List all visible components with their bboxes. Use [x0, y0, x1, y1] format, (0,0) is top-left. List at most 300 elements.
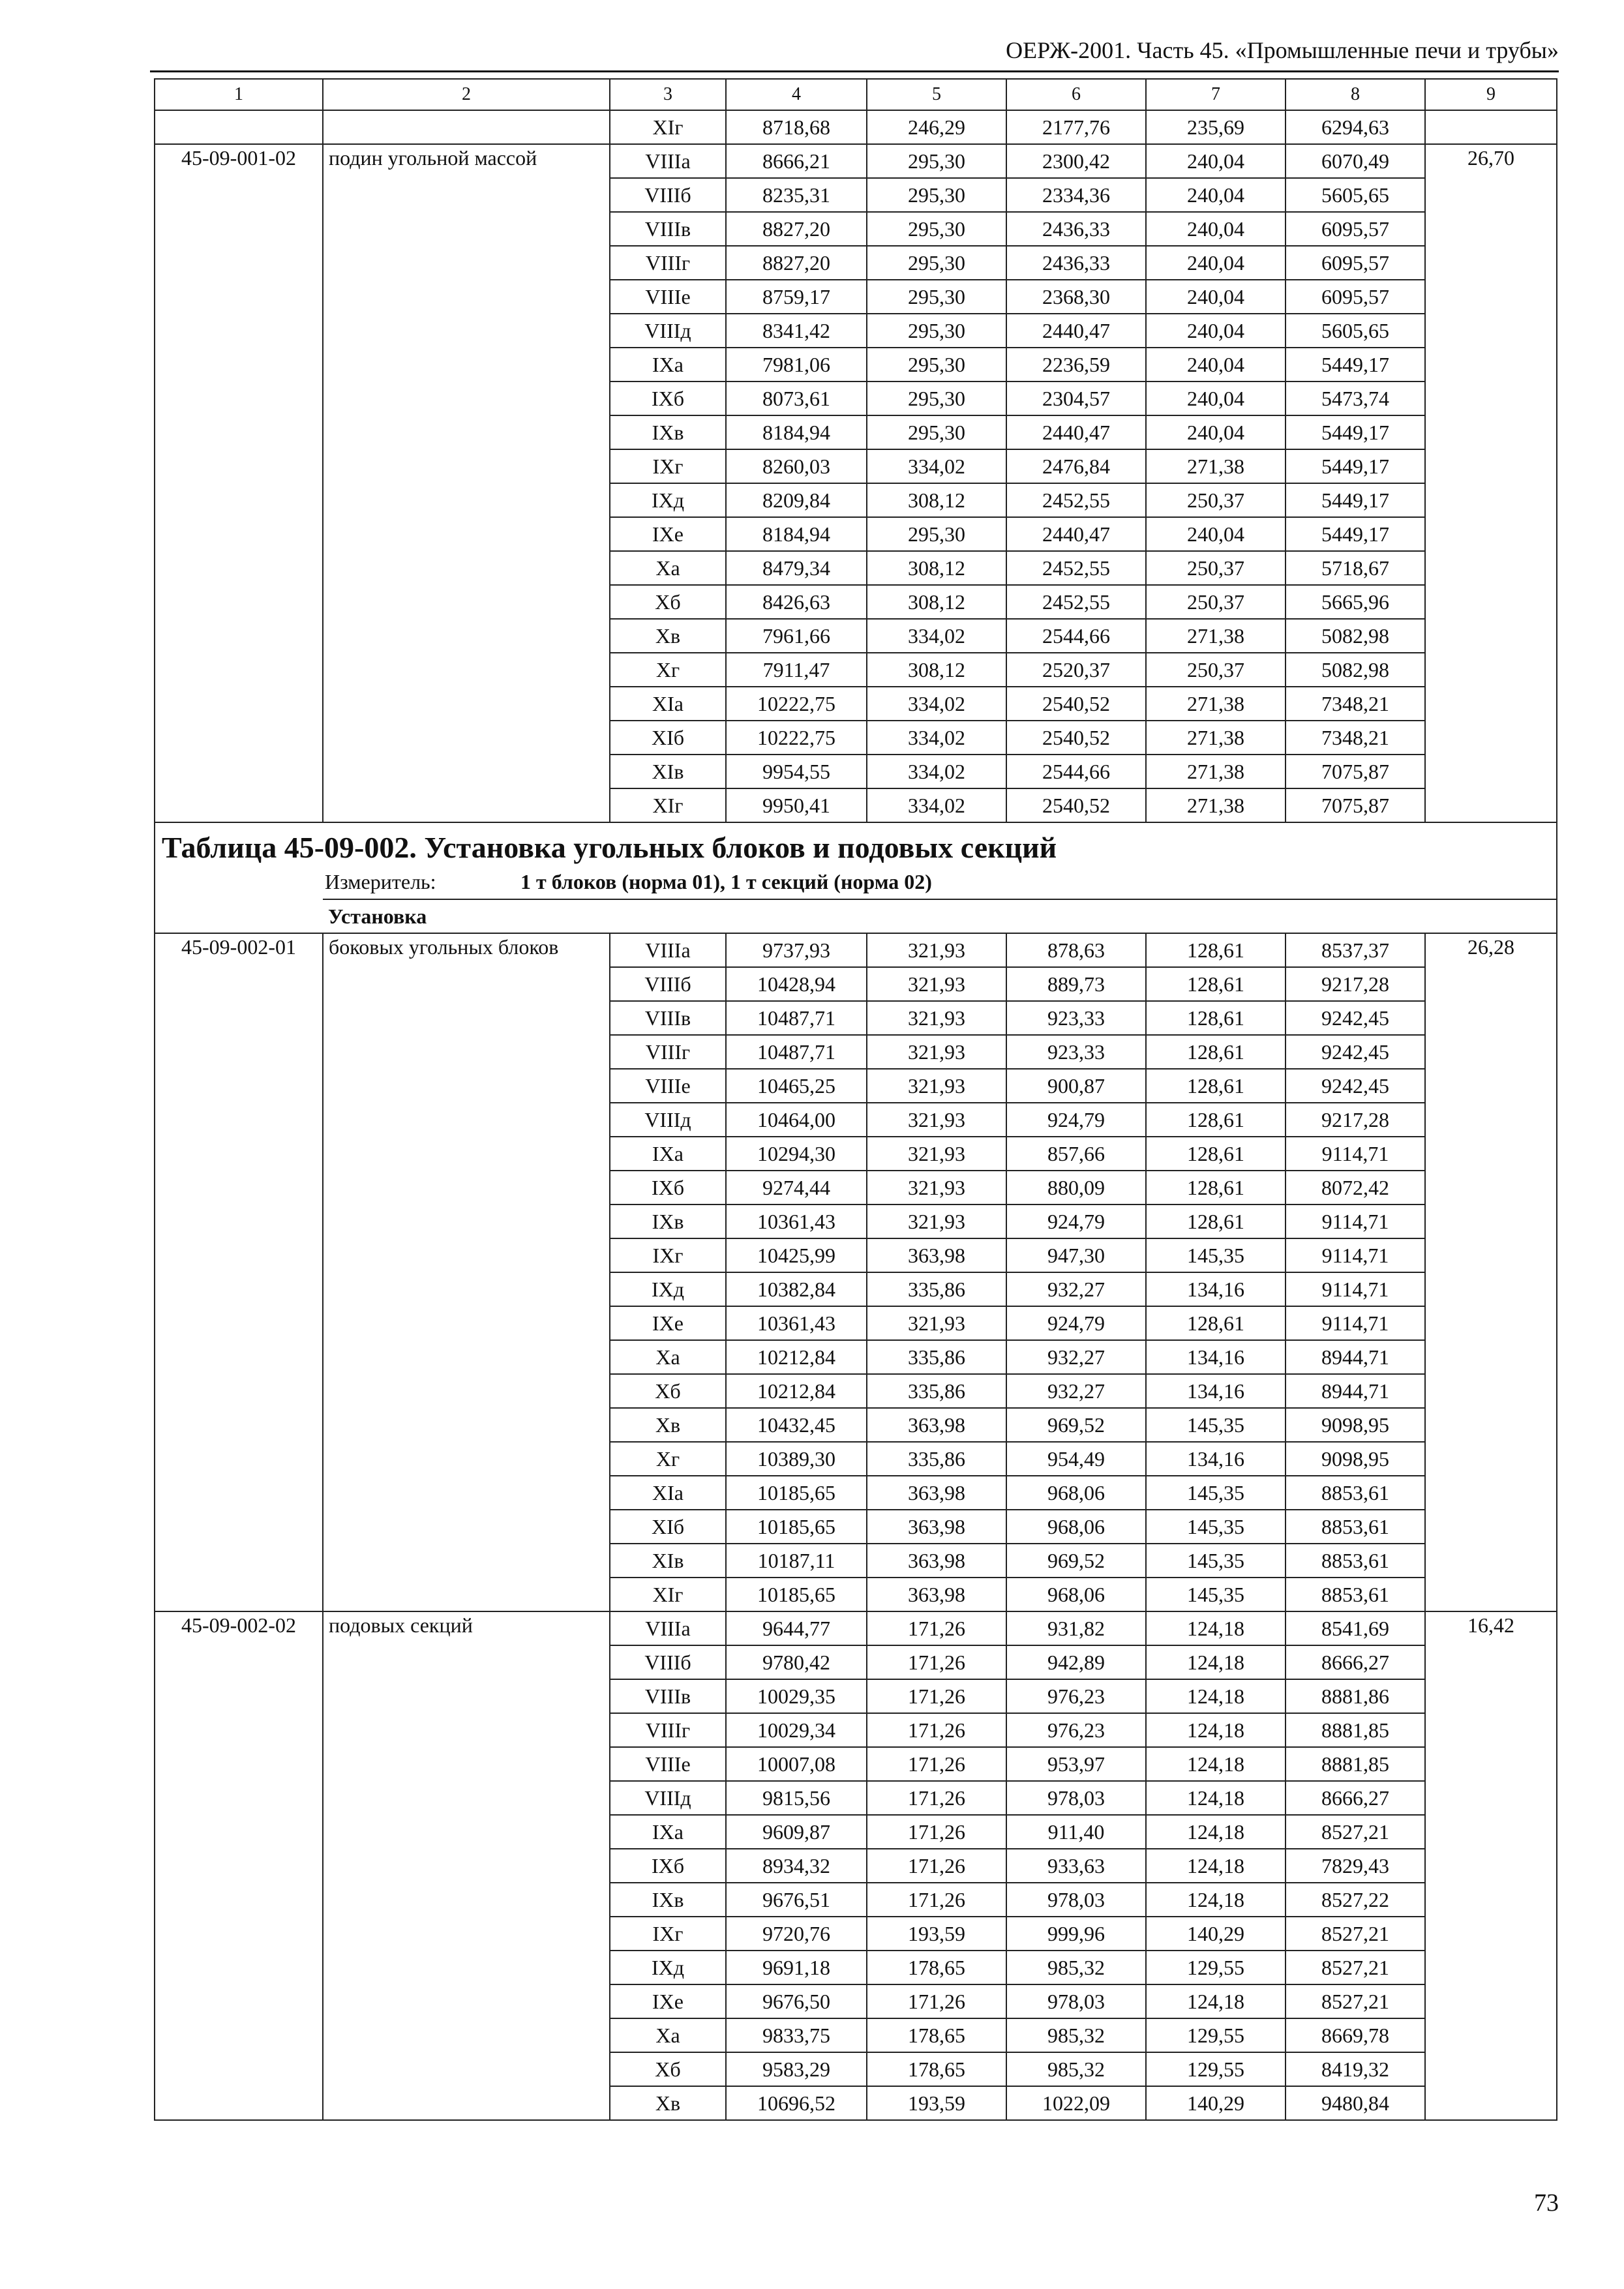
value-cell: VIIIв [610, 212, 726, 246]
value-cell: VIIIг [610, 246, 726, 280]
value-cell: VIIIд [610, 314, 726, 348]
value-cell: 145,35 [1146, 1476, 1286, 1510]
value-cell: 2544,66 [1006, 619, 1146, 653]
value-cell: 178,65 [867, 1951, 1006, 1984]
value-cell: IХа [610, 1815, 726, 1849]
value-cell: IХг [610, 1917, 726, 1951]
value-cell: 6095,57 [1286, 280, 1425, 314]
value-cell: 953,97 [1006, 1747, 1146, 1781]
value-cell: ХIб [610, 1510, 726, 1544]
name-cell: боковых угольных блоков [323, 933, 610, 1611]
value-cell: 2177,76 [1006, 110, 1146, 144]
value-cell: IХд [610, 1272, 726, 1306]
value-cell: 8666,27 [1286, 1645, 1425, 1679]
value-cell: Хб [610, 585, 726, 619]
value-cell: 2334,36 [1006, 178, 1146, 212]
value-cell: 976,23 [1006, 1679, 1146, 1713]
value-cell: 8527,21 [1286, 1815, 1425, 1849]
value-cell: 9242,45 [1286, 1001, 1425, 1035]
value-cell: 10187,11 [726, 1544, 867, 1578]
value-cell: 246,29 [867, 110, 1006, 144]
value-cell: 2452,55 [1006, 551, 1146, 585]
value-cell: 924,79 [1006, 1306, 1146, 1340]
value-cell: 924,79 [1006, 1204, 1146, 1238]
value-cell: 8944,71 [1286, 1340, 1425, 1374]
value-cell: 308,12 [867, 585, 1006, 619]
value-cell: 321,93 [867, 1204, 1006, 1238]
measure-line [162, 867, 1550, 896]
value-cell: IХв [610, 1883, 726, 1917]
value-cell: 240,04 [1146, 517, 1286, 551]
value-cell: 140,29 [1146, 2086, 1286, 2120]
norm-cell: 16,42 [1425, 1611, 1557, 2120]
value-cell: 9114,71 [1286, 1306, 1425, 1340]
table-row [155, 110, 1557, 144]
value-cell: 10432,45 [726, 1408, 867, 1442]
value-cell: 10212,84 [726, 1374, 867, 1408]
value-cell: 2452,55 [1006, 483, 1146, 517]
value-cell: IХд [610, 483, 726, 517]
value-cell: 2540,52 [1006, 721, 1146, 755]
value-cell: 10029,34 [726, 1713, 867, 1747]
value-cell: IХе [610, 517, 726, 551]
value-cell: 128,61 [1146, 1306, 1286, 1340]
value-cell: 9950,41 [726, 788, 867, 822]
table-title: Таблица 45-09-002. Установка угольных блоков и подовых секций [162, 831, 1057, 864]
value-cell: IХа [610, 1137, 726, 1171]
value-cell: 5665,96 [1286, 585, 1425, 619]
value-cell: 931,82 [1006, 1611, 1146, 1645]
value-cell: 5449,17 [1286, 483, 1425, 517]
value-cell: 363,98 [867, 1408, 1006, 1442]
value-cell: 178,65 [867, 2052, 1006, 2086]
value-cell: 9676,50 [726, 1984, 867, 2018]
value-cell: 128,61 [1146, 967, 1286, 1001]
value-cell: 968,06 [1006, 1476, 1146, 1510]
value-cell: 128,61 [1146, 1204, 1286, 1238]
value-cell: 145,35 [1146, 1408, 1286, 1442]
value-cell: 8527,21 [1286, 1984, 1425, 2018]
value-cell: 124,18 [1146, 1713, 1286, 1747]
value-cell: 334,02 [867, 619, 1006, 653]
column-number: 3 [610, 79, 726, 110]
value-cell: 10425,99 [726, 1238, 867, 1272]
column-number: 2 [323, 79, 610, 110]
value-cell: 985,32 [1006, 2052, 1146, 2086]
value-cell: 8426,63 [726, 585, 867, 619]
value-cell: IХа [610, 348, 726, 382]
value-cell: 8853,61 [1286, 1544, 1425, 1578]
value-cell: 2476,84 [1006, 449, 1146, 483]
value-cell: 8853,61 [1286, 1578, 1425, 1611]
value-cell: 124,18 [1146, 1815, 1286, 1849]
value-cell: 295,30 [867, 382, 1006, 415]
value-cell: 240,04 [1146, 314, 1286, 348]
value-cell: IХб [610, 382, 726, 415]
value-cell: 9833,75 [726, 2018, 867, 2052]
value-cell: 8527,21 [1286, 1951, 1425, 1984]
value-cell: 8944,71 [1286, 1374, 1425, 1408]
column-number: 8 [1286, 79, 1425, 110]
value-cell: 5605,65 [1286, 178, 1425, 212]
subheading-row [155, 899, 1557, 933]
value-cell: ХIв [610, 1544, 726, 1578]
name-cell: подовых секций [323, 1611, 610, 2120]
value-cell: 5082,98 [1286, 619, 1425, 653]
value-cell: 976,23 [1006, 1713, 1146, 1747]
value-cell: 295,30 [867, 280, 1006, 314]
value-cell: IХг [610, 449, 726, 483]
value-cell: 128,61 [1146, 1069, 1286, 1103]
column-number-row [155, 79, 1557, 110]
value-cell: Хг [610, 653, 726, 687]
value-cell: 335,86 [867, 1272, 1006, 1306]
value-cell: 5473,74 [1286, 382, 1425, 415]
value-cell: VIIIа [610, 933, 726, 967]
header-rule [150, 70, 1559, 72]
value-cell: 171,26 [867, 1849, 1006, 1883]
value-cell: 134,16 [1146, 1442, 1286, 1476]
value-cell: 10487,71 [726, 1035, 867, 1069]
value-cell: 124,18 [1146, 1849, 1286, 1883]
value-cell: 10294,30 [726, 1137, 867, 1171]
value-cell: 8853,61 [1286, 1476, 1425, 1510]
table-row [155, 144, 1557, 178]
value-cell: 2440,47 [1006, 314, 1146, 348]
value-cell: 321,93 [867, 967, 1006, 1001]
value-cell: 129,55 [1146, 2052, 1286, 2086]
value-cell: 7961,66 [726, 619, 867, 653]
value-cell: 10382,84 [726, 1272, 867, 1306]
value-cell: 124,18 [1146, 1781, 1286, 1815]
value-cell: 10464,00 [726, 1103, 867, 1137]
value-cell: VIIIг [610, 1035, 726, 1069]
value-cell: 911,40 [1006, 1815, 1146, 1849]
value-cell: 10465,25 [726, 1069, 867, 1103]
name-cell: подин угольной массой [323, 144, 610, 822]
value-cell: 334,02 [867, 449, 1006, 483]
value-cell: 171,26 [867, 1883, 1006, 1917]
value-cell: 8718,68 [726, 110, 867, 144]
value-cell: 9217,28 [1286, 1103, 1425, 1137]
value-cell: 5449,17 [1286, 517, 1425, 551]
value-cell: 295,30 [867, 415, 1006, 449]
value-cell: 321,93 [867, 1137, 1006, 1171]
value-cell: 932,27 [1006, 1340, 1146, 1374]
value-cell: 969,52 [1006, 1408, 1146, 1442]
value-cell: 240,04 [1146, 348, 1286, 382]
value-cell: 250,37 [1146, 653, 1286, 687]
value-cell: 999,96 [1006, 1917, 1146, 1951]
value-cell: 8666,27 [1286, 1781, 1425, 1815]
value-cell: 2540,52 [1006, 687, 1146, 721]
value-cell: 7981,06 [726, 348, 867, 382]
value-cell: 145,35 [1146, 1544, 1286, 1578]
value-cell: 321,93 [867, 1171, 1006, 1204]
value-cell: 10185,65 [726, 1510, 867, 1544]
value-cell: 7348,21 [1286, 687, 1425, 721]
value-cell: Хб [610, 1374, 726, 1408]
code-cell [155, 110, 323, 144]
value-cell: IХе [610, 1984, 726, 2018]
value-cell: 308,12 [867, 653, 1006, 687]
value-cell: 10696,52 [726, 2086, 867, 2120]
column-number: 7 [1146, 79, 1286, 110]
value-cell: 171,26 [867, 1984, 1006, 2018]
value-cell: 7911,47 [726, 653, 867, 687]
value-cell: 8541,69 [1286, 1611, 1425, 1645]
value-cell: IХв [610, 415, 726, 449]
value-cell: Хв [610, 2086, 726, 2120]
value-cell: 321,93 [867, 1306, 1006, 1340]
value-cell: 2544,66 [1006, 755, 1146, 788]
value-cell: VIIIб [610, 178, 726, 212]
value-cell: 171,26 [867, 1713, 1006, 1747]
value-cell: 9780,42 [726, 1645, 867, 1679]
value-cell: 5449,17 [1286, 348, 1425, 382]
value-cell: 335,86 [867, 1374, 1006, 1408]
value-cell: ХIг [610, 110, 726, 144]
value-cell: 9217,28 [1286, 967, 1425, 1001]
value-cell: 880,09 [1006, 1171, 1146, 1204]
value-cell: 2236,59 [1006, 348, 1146, 382]
value-cell: 240,04 [1146, 178, 1286, 212]
value-cell: 9644,77 [726, 1611, 867, 1645]
value-cell: 8419,32 [1286, 2052, 1425, 2086]
value-cell: 334,02 [867, 721, 1006, 755]
table-row [155, 933, 1557, 967]
value-cell: 129,55 [1146, 2018, 1286, 2052]
value-cell: 8669,78 [1286, 2018, 1425, 2052]
value-cell: 124,18 [1146, 1984, 1286, 2018]
value-cell: 9242,45 [1286, 1035, 1425, 1069]
value-cell: 6095,57 [1286, 212, 1425, 246]
code-cell: 45-09-002-02 [155, 1611, 323, 2120]
norm-cell: 26,28 [1425, 933, 1557, 1611]
running-header: ОЕРЖ-2001. Часть 45. «Промышленные печи и трубы» [1006, 37, 1559, 63]
value-cell: 923,33 [1006, 1035, 1146, 1069]
value-cell: 7075,87 [1286, 755, 1425, 788]
value-cell: 271,38 [1146, 687, 1286, 721]
value-cell: 134,16 [1146, 1340, 1286, 1374]
value-cell: VIIIе [610, 1747, 726, 1781]
value-cell: 985,32 [1006, 2018, 1146, 2052]
column-number: 5 [867, 79, 1006, 110]
value-cell: 8184,94 [726, 517, 867, 551]
value-cell: 171,26 [867, 1645, 1006, 1679]
value-cell: 128,61 [1146, 1171, 1286, 1204]
value-cell: 321,93 [867, 933, 1006, 967]
value-cell: 9815,56 [726, 1781, 867, 1815]
value-cell: 2304,57 [1006, 382, 1146, 415]
value-cell: ХIб [610, 721, 726, 755]
value-cell: 171,26 [867, 1781, 1006, 1815]
code-cell: 45-09-001-02 [155, 144, 323, 822]
value-cell: 8666,21 [726, 144, 867, 178]
value-cell: 10212,84 [726, 1340, 867, 1374]
value-cell: 240,04 [1146, 280, 1286, 314]
section-heading-row [155, 822, 1557, 899]
value-cell: 124,18 [1146, 1883, 1286, 1917]
value-cell: 363,98 [867, 1238, 1006, 1272]
value-cell: 9583,29 [726, 2052, 867, 2086]
section-heading [155, 822, 1557, 899]
value-cell: 295,30 [867, 178, 1006, 212]
value-cell: 235,69 [1146, 110, 1286, 144]
value-cell: 2436,33 [1006, 246, 1146, 280]
value-cell: 9609,87 [726, 1815, 867, 1849]
value-cell: 968,06 [1006, 1510, 1146, 1544]
value-cell: 145,35 [1146, 1578, 1286, 1611]
value-cell: 9114,71 [1286, 1137, 1425, 1171]
value-cell: 10361,43 [726, 1306, 867, 1340]
value-cell: 9242,45 [1286, 1069, 1425, 1103]
value-cell: 8537,37 [1286, 933, 1425, 967]
value-cell: 932,27 [1006, 1272, 1146, 1306]
value-cell: 8881,86 [1286, 1679, 1425, 1713]
value-cell: 933,63 [1006, 1849, 1146, 1883]
value-cell: 363,98 [867, 1578, 1006, 1611]
column-number: 9 [1425, 79, 1557, 110]
value-cell: 923,33 [1006, 1001, 1146, 1035]
value-cell: 9114,71 [1286, 1238, 1425, 1272]
value-cell: 5449,17 [1286, 415, 1425, 449]
column-number: 4 [726, 79, 867, 110]
value-cell: 321,93 [867, 1001, 1006, 1035]
value-cell: IХб [610, 1171, 726, 1204]
value-cell: VIIIв [610, 1001, 726, 1035]
value-cell: 954,49 [1006, 1442, 1146, 1476]
price-table [154, 78, 1557, 2121]
value-cell: 8235,31 [726, 178, 867, 212]
value-cell: 295,30 [867, 314, 1006, 348]
value-cell: 10222,75 [726, 721, 867, 755]
value-cell: 271,38 [1146, 449, 1286, 483]
value-cell: 9098,95 [1286, 1408, 1425, 1442]
value-cell: Хв [610, 619, 726, 653]
value-cell: 145,35 [1146, 1238, 1286, 1272]
value-cell: 134,16 [1146, 1374, 1286, 1408]
norm-cell [1425, 110, 1557, 144]
norm-cell: 26,70 [1425, 144, 1557, 822]
value-cell: 8072,42 [1286, 1171, 1425, 1204]
value-cell: 889,73 [1006, 967, 1146, 1001]
value-cell: IХб [610, 1849, 726, 1883]
value-cell: 10185,65 [726, 1476, 867, 1510]
value-cell: 5082,98 [1286, 653, 1425, 687]
value-cell: 9274,44 [726, 1171, 867, 1204]
value-cell: ХIг [610, 1578, 726, 1611]
value-cell: 7348,21 [1286, 721, 1425, 755]
value-cell: 171,26 [867, 1611, 1006, 1645]
value-cell: 250,37 [1146, 585, 1286, 619]
value-cell: 128,61 [1146, 1001, 1286, 1035]
value-cell: 932,27 [1006, 1374, 1146, 1408]
value-cell: 5605,65 [1286, 314, 1425, 348]
value-cell: 128,61 [1146, 1137, 1286, 1171]
value-cell: VIIIб [610, 1645, 726, 1679]
value-cell: 8341,42 [726, 314, 867, 348]
value-cell: 5718,67 [1286, 551, 1425, 585]
value-cell: 978,03 [1006, 1883, 1146, 1917]
subheading-spacer [155, 899, 323, 933]
value-cell: IХг [610, 1238, 726, 1272]
value-cell: 6095,57 [1286, 246, 1425, 280]
measure-value: 1 т блоков (норма 01), 1 т секций (норма 02) [520, 870, 932, 893]
value-cell: 900,87 [1006, 1069, 1146, 1103]
value-cell: VIIIе [610, 280, 726, 314]
value-cell: 10185,65 [726, 1578, 867, 1611]
page-number: 73 [1534, 2189, 1559, 2217]
value-cell: Ха [610, 1340, 726, 1374]
value-cell: 321,93 [867, 1103, 1006, 1137]
name-cell [323, 110, 610, 144]
value-cell: 129,55 [1146, 1951, 1286, 1984]
value-cell: 334,02 [867, 788, 1006, 822]
value-cell: 308,12 [867, 551, 1006, 585]
value-cell: VIIIе [610, 1069, 726, 1103]
value-cell: 10428,94 [726, 967, 867, 1001]
value-cell: 178,65 [867, 2018, 1006, 2052]
value-cell: 250,37 [1146, 551, 1286, 585]
value-cell: 2368,30 [1006, 280, 1146, 314]
value-cell: VIIIв [610, 1679, 726, 1713]
value-cell: VIIIг [610, 1713, 726, 1747]
value-cell: 9954,55 [726, 755, 867, 788]
value-cell: 171,26 [867, 1815, 1006, 1849]
value-cell: 321,93 [867, 1035, 1006, 1069]
value-cell: VIIIа [610, 1611, 726, 1645]
value-cell: 2520,37 [1006, 653, 1146, 687]
value-cell: IХд [610, 1951, 726, 1984]
value-cell: 334,02 [867, 687, 1006, 721]
value-cell: 8260,03 [726, 449, 867, 483]
value-cell: 7829,43 [1286, 1849, 1425, 1883]
value-cell: 924,79 [1006, 1103, 1146, 1137]
value-cell: 8073,61 [726, 382, 867, 415]
value-cell: 193,59 [867, 1917, 1006, 1951]
value-cell: 193,59 [867, 2086, 1006, 2120]
value-cell: ХIа [610, 1476, 726, 1510]
value-cell: 978,03 [1006, 1984, 1146, 2018]
value-cell: 335,86 [867, 1340, 1006, 1374]
value-cell: VIIIб [610, 967, 726, 1001]
value-cell: 2436,33 [1006, 212, 1146, 246]
value-cell: 969,52 [1006, 1544, 1146, 1578]
value-cell: Хв [610, 1408, 726, 1442]
value-cell: 240,04 [1146, 212, 1286, 246]
value-cell: 9098,95 [1286, 1442, 1425, 1476]
value-cell: 240,04 [1146, 415, 1286, 449]
value-cell: 134,16 [1146, 1272, 1286, 1306]
value-cell: 271,38 [1146, 788, 1286, 822]
value-cell: 10007,08 [726, 1747, 867, 1781]
code-cell: 45-09-002-01 [155, 933, 323, 1611]
value-cell: 295,30 [867, 144, 1006, 178]
value-cell: 2540,52 [1006, 788, 1146, 822]
value-cell: 8853,61 [1286, 1510, 1425, 1544]
value-cell: Ха [610, 551, 726, 585]
value-cell: 2440,47 [1006, 415, 1146, 449]
value-cell: ХIв [610, 755, 726, 788]
value-cell: 8881,85 [1286, 1747, 1425, 1781]
value-cell: 124,18 [1146, 1679, 1286, 1713]
value-cell: 128,61 [1146, 1035, 1286, 1069]
value-cell: 128,61 [1146, 933, 1286, 967]
value-cell: 271,38 [1146, 755, 1286, 788]
value-cell: 8209,84 [726, 483, 867, 517]
value-cell: 9676,51 [726, 1883, 867, 1917]
